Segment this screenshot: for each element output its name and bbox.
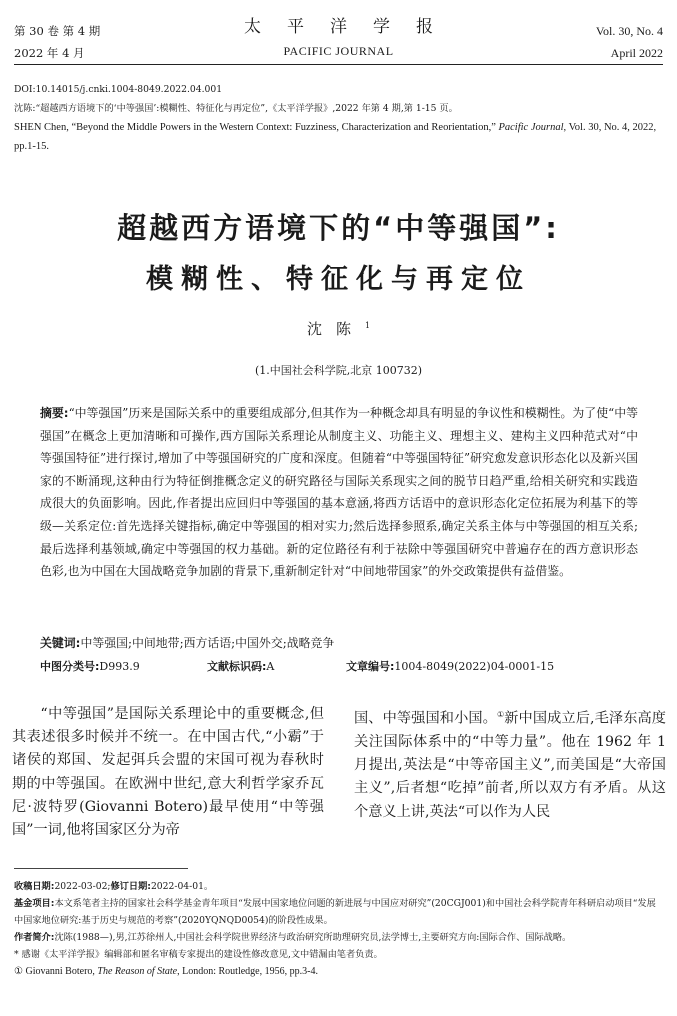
keywords <box>40 632 638 654</box>
abstract <box>40 402 638 583</box>
date-en: April 2022 <box>610 46 663 60</box>
footnote-ref-1: ① <box>496 710 505 719</box>
author-bio: 作者简介:沈陈(1988—),男,江苏徐州人,中国社会科学院世界经济与政治研究所助理研究员,法学博士,主要研究方向:国际合作、国际战略。 <box>14 932 572 943</box>
date-cn: 2022 年 4 月 <box>14 46 85 60</box>
clc-number: 中图分类号: D993.9 <box>40 660 140 673</box>
article-title <box>0 208 677 300</box>
journal-name-cn: 太平洋学报 <box>244 17 459 37</box>
header-rule <box>14 64 663 65</box>
journal-name-en: PACIFIC JOURNAL <box>283 44 394 58</box>
abstract-label: 摘要: <box>40 406 69 420</box>
doi: DOI:10.14015/j.cnki.1004-8049.2022.04.001 <box>14 84 223 95</box>
author-line <box>0 318 677 339</box>
running-header-right <box>596 20 663 64</box>
issue-en: Vol. 30, No. 4 <box>595 24 663 38</box>
document-code: 文献标识码: A <box>207 660 275 673</box>
article-number: 文章编号: 1004-8049(2022)04-0001-15 <box>346 660 555 673</box>
abstract-text: “中等强国”历来是国际关系中的重要组成部分,但其作为一种概念却具有明显的争议性和模糊性。为了使“中等强国”在概念上更加清晰和可操作,西方国际关系理论从制度主义、功能主义、理想主义、建构主义四种范式对“中等强国特征”进行探讨,增加了中等强国研究的广度和深度。但随着“中等强国特征”研究愈发意识形态化以及新兴国家的不断涌现,这种由行为特征倒推概念定义的研究路径与国际关系现实之间的脱节日趋严重,给相关研究和实践造成很大的负面影响。因此,作者提出应回归中等强国的基本意涵,将西方话语中的意识形态化定位拓展为利基下的等级—关系定位:首先选择关键指标,确定中等强国的相对实力;然后选择参照系,确定关系主体与中等强国的相互关系;最后选择利基领域,确定中等强国的权力基础。新的定位路径有利于祛除中等强国研究中普遍存在的西方意识形态色彩,也为中国在大国战略竞争加剧的背景下,重新制定针对“中间地带国家”的外交政策提供有益借鉴。 <box>40 406 638 579</box>
running-header-center <box>0 14 677 60</box>
footnote-rule <box>14 868 188 869</box>
author-affiliation: (1.中国社会科学院,北京 100732) <box>254 364 423 377</box>
title-line-2: 模糊性、特征化与再定位 <box>146 264 531 295</box>
keywords-text: 中等强国;中间地带;西方话语;中国外交;战略竞争 <box>80 636 335 650</box>
received-dates: 收稿日期:2022-03-02;修订日期:2022-04-01。 <box>14 881 214 892</box>
citation-cn: 沈陈:“超越西方语境下的‘中等强国’:模糊性、特征化与再定位”,《太平洋学报》,2022 年第 4 期,第 1-15 页。 <box>14 103 458 114</box>
fund-info: 基金项目:本文系笔者主持的国家社会科学基金青年项目“发展中国家地位问题的新进展与中国应对研究”(20CGJ001)和中国社会科学院青年科研启动项目“发展中国家地位研究:基于历史与规范的考察”(2020YQNQD0054)的阶段性成果。 <box>14 898 656 926</box>
body-column-left: “中等强国”是国际关系理论中的重要概念,但其表述很多时候并不统一。在中国古代,“小霸”于诸侯的郑国、发起弭兵会盟的宋国可视为春秋时期的中等强国。在欧洲中世纪,意大利哲学家乔瓦尼·波特罗(Giovanni Botero)最早使用“中等强国”一词,他将国家区分为帝 <box>12 706 324 839</box>
keywords-label: 关键词: <box>40 636 81 650</box>
affiliation-mark: 1 <box>364 321 371 330</box>
footnotes <box>14 878 664 980</box>
acknowledgement: * 感谢《太平洋学报》编辑部和匿名审稿专家提出的建设性修改意见,文中错漏由笔者负责。 <box>14 949 383 960</box>
footnote-1: ① Giovanni Botero, The Reason of State, London: Routledge, 1956, pp.3-4. <box>14 966 318 977</box>
title-line-1: 超越西方语境下的“中等强国”: <box>117 211 560 245</box>
issue-cn: 第 30 卷 第 4 期 <box>14 24 101 38</box>
citation-en: SHEN Chen, “Beyond the Middle Powers in the Western Context: Fuzziness, Characterization and Reorientation,” Pacific Journal, Vol. 30, No. 4, 2022, pp.1-15. <box>14 122 657 152</box>
citation-journal-title: Pacific Journal <box>498 122 564 133</box>
body-column-right: 国、中等强国和小国。①新中国成立后,毛泽东高度关注国际体系中的“中等力量”。他在 1962 年 1 月提出,英法是“中等帝国主义”,而美国是“大帝国主义”,后者想“吃掉”前者,所以双方有矛盾。从这个意义上讲,英法“可以作为人民 <box>354 710 666 820</box>
author-name: 沈陈 <box>306 320 365 338</box>
citation-block <box>14 80 664 156</box>
